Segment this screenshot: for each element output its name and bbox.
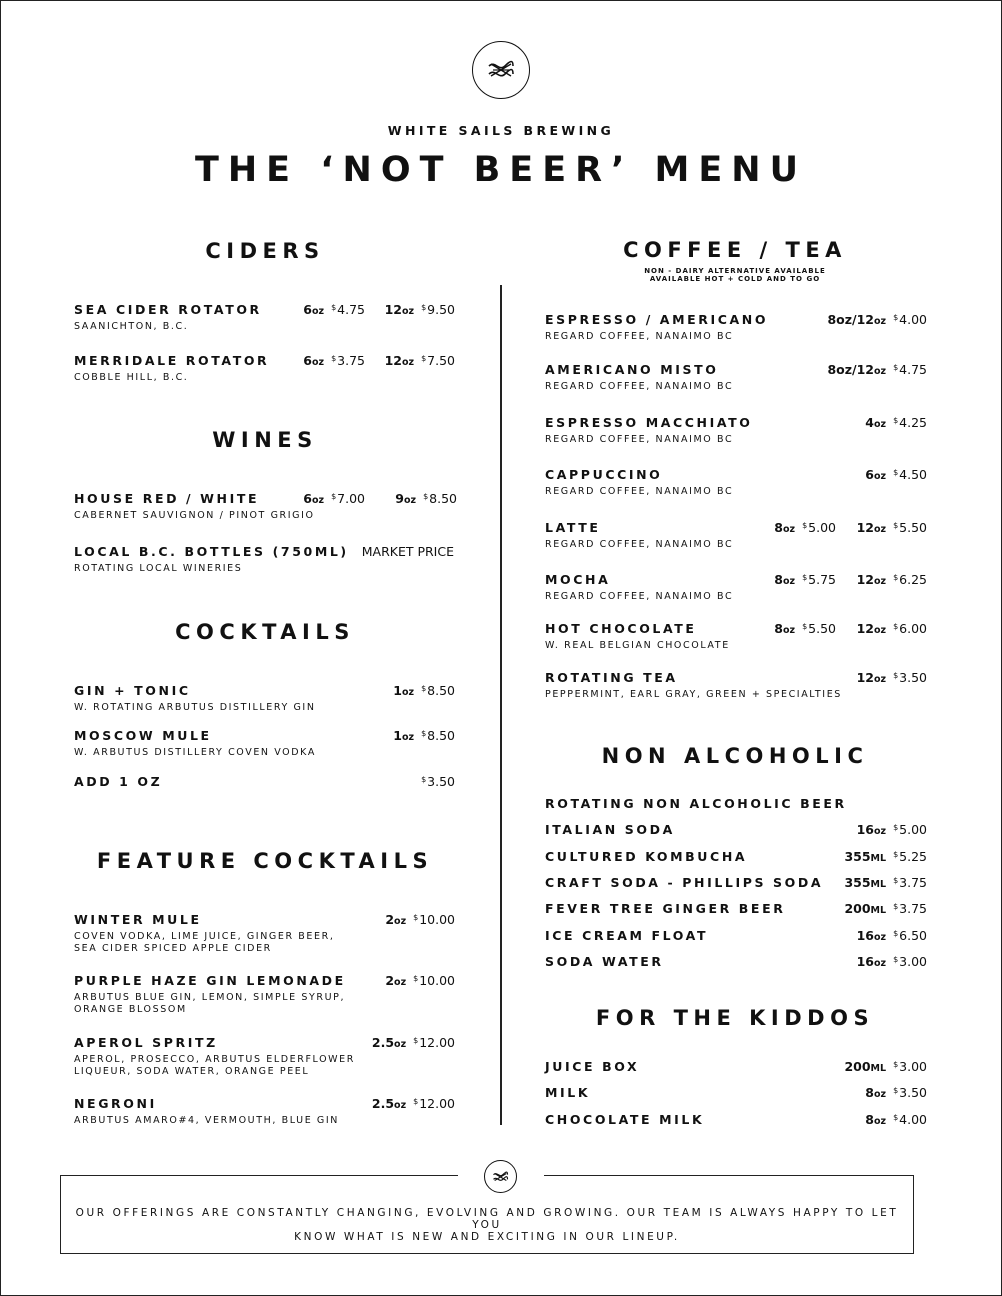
- section-title-kiddos: FOR THE KIDDOS: [595, 1006, 875, 1030]
- brand-logo: [472, 41, 530, 99]
- size-value: 9: [395, 491, 404, 506]
- item-price: [372, 1035, 455, 1050]
- currency-symbol: $: [893, 1060, 899, 1069]
- price-value: 3.50: [427, 774, 455, 789]
- size-unit: oz: [874, 366, 887, 377]
- currency-symbol: $: [331, 354, 337, 363]
- price-value: 7.50: [427, 353, 455, 368]
- footer-line-1: OUR OFFERINGS ARE CONSTANTLY CHANGING, EVOLVING AND GROWING. OUR TEAM IS ALWAYS HAPPY TO LET YOU: [75, 1207, 899, 1231]
- item-name: MOCHA: [545, 572, 611, 587]
- size-unit: oz: [874, 674, 887, 685]
- price-value: 4.75: [337, 302, 365, 317]
- item-price: [827, 312, 927, 327]
- currency-symbol: $: [802, 622, 808, 631]
- size-unit: oz: [874, 419, 887, 430]
- item-name: ITALIAN SODA: [545, 822, 675, 837]
- item-price: [857, 954, 927, 969]
- size-unit: oz: [874, 1116, 887, 1127]
- price-value: 3.50: [899, 1085, 927, 1100]
- price-value: 3.00: [899, 954, 927, 969]
- size-value: 16: [856, 822, 874, 837]
- column-divider: [500, 285, 502, 1125]
- item-description: REGARD COFFEE, NANAIMO BC: [545, 381, 734, 392]
- price-size: [857, 822, 886, 837]
- item-description: SAANICHTON, B.C.: [74, 321, 189, 332]
- currency-symbol: $: [893, 521, 899, 530]
- currency-symbol: $: [893, 573, 899, 582]
- section-title-non-alcoholic: NON ALCOHOLIC: [601, 744, 869, 768]
- size-value: 16: [856, 928, 874, 943]
- menu-title: THE ‘NOT BEER’ MENU: [194, 150, 808, 190]
- item-price: [844, 849, 927, 864]
- item-name: NEGRONI: [74, 1096, 157, 1111]
- item-name: HOUSE RED / WHITE: [74, 491, 260, 506]
- item-description: REGARD COFFEE, NANAIMO BC: [545, 331, 734, 342]
- price-large: [385, 302, 455, 317]
- price-size: [865, 1112, 886, 1127]
- item-name: CRAFT SODA - PHILLIPS SODA: [545, 875, 824, 890]
- section-title-cocktails: COCKTAILS: [175, 620, 355, 644]
- currency-symbol: $: [421, 684, 427, 693]
- size-unit: oz: [874, 932, 887, 943]
- currency-symbol: $: [802, 573, 808, 582]
- size-unit: oz: [874, 576, 887, 587]
- size-value: 1: [393, 728, 402, 743]
- item-description: REGARD COFFEE, NANAIMO BC: [545, 539, 734, 550]
- price-size: [372, 1096, 406, 1111]
- price-value: 4.75: [899, 362, 927, 377]
- price-small: [774, 572, 836, 587]
- price-large: [385, 353, 455, 368]
- currency-symbol: $: [331, 492, 337, 501]
- currency-symbol: $: [893, 1113, 899, 1122]
- size-unit: ML: [870, 1063, 887, 1074]
- currency-symbol: $: [802, 521, 808, 530]
- item-description: LIQUEUR, SODA WATER, ORANGE PEEL: [74, 1066, 310, 1077]
- item-name: APEROL SPRITZ: [74, 1035, 218, 1050]
- item-price: [844, 875, 927, 890]
- size-unit: oz: [874, 471, 887, 482]
- knot-icon: [487, 58, 515, 82]
- item-price: [385, 912, 455, 927]
- item-price: [857, 670, 927, 685]
- size-unit: oz: [402, 306, 415, 317]
- size-value: 200: [844, 1059, 871, 1074]
- item-name: LOCAL B.C. BOTTLES (750ML): [74, 544, 349, 559]
- price-value: 3.50: [899, 670, 927, 685]
- size-value: 8: [865, 1112, 874, 1127]
- item-name: ROTATING TEA: [545, 670, 678, 685]
- price-value: 4.25: [899, 415, 927, 430]
- footer-message: [60, 1207, 914, 1243]
- item-description: REGARD COFFEE, NANAIMO BC: [545, 591, 734, 602]
- size-value: 355: [844, 849, 871, 864]
- price-size: [844, 1059, 886, 1074]
- price-size: [774, 572, 795, 587]
- size-value: 6: [865, 467, 874, 482]
- currency-symbol: $: [893, 416, 899, 425]
- currency-symbol: $: [893, 363, 899, 372]
- size-value: 12: [856, 572, 874, 587]
- size-value: 12: [384, 353, 402, 368]
- size-value: 8: [865, 1085, 874, 1100]
- size-unit: oz: [394, 1100, 407, 1111]
- price-size: [827, 312, 886, 327]
- currency-symbol: $: [893, 622, 899, 631]
- size-value: 6: [303, 491, 312, 506]
- price-value: 6.25: [899, 572, 927, 587]
- price-size: [393, 728, 414, 743]
- price-size: [385, 912, 406, 927]
- size-value: 8: [774, 520, 783, 535]
- currency-symbol: $: [893, 929, 899, 938]
- size-value: 16: [856, 954, 874, 969]
- price-size: [774, 621, 795, 636]
- price-value: 4.00: [899, 1112, 927, 1127]
- size-value: 12: [856, 621, 874, 636]
- item-price: [393, 683, 455, 698]
- item-description: ARBUTUS BLUE GIN, LEMON, SIMPLE SYRUP,: [74, 992, 346, 1003]
- size-unit: oz: [874, 1089, 887, 1100]
- price-small: [303, 353, 365, 368]
- item-description: REGARD COFFEE, NANAIMO BC: [545, 434, 734, 445]
- item-name: PURPLE HAZE GIN LEMONADE: [74, 973, 346, 988]
- item-description: COVEN VODKA, LIME JUICE, GINGER BEER,: [74, 931, 335, 942]
- item-name: ESPRESSO / AMERICANO: [545, 312, 769, 327]
- size-value: 12: [856, 520, 874, 535]
- item-price: [857, 520, 927, 535]
- price-size: [865, 467, 886, 482]
- price-value: 10.00: [419, 912, 455, 927]
- currency-symbol: $: [893, 850, 899, 859]
- currency-symbol: $: [421, 775, 427, 784]
- item-name: ESPRESSO MACCHIATO: [545, 415, 753, 430]
- price-size: [857, 621, 886, 636]
- item-description: W. ARBUTUS DISTILLERY COVEN VODKA: [74, 747, 316, 758]
- price-value: 3.00: [899, 1059, 927, 1074]
- size-value: 6: [303, 302, 312, 317]
- knot-icon: [492, 1170, 509, 1184]
- size-value: 8: [774, 572, 783, 587]
- price-value: 8.50: [429, 491, 457, 506]
- price-value: 5.00: [808, 520, 836, 535]
- price-value: 3.75: [899, 875, 927, 890]
- size-value: 2.5: [371, 1035, 395, 1050]
- size-value: 12: [856, 670, 874, 685]
- size-value: 2: [385, 912, 395, 927]
- currency-symbol: $: [893, 671, 899, 680]
- price-value: 9.50: [427, 302, 455, 317]
- size-unit: oz: [783, 625, 796, 636]
- item-name: SODA WATER: [545, 954, 664, 969]
- item-name: AMERICANO MISTO: [545, 362, 719, 377]
- price-size: [827, 362, 886, 377]
- currency-symbol: $: [413, 974, 419, 983]
- currency-symbol: $: [893, 955, 899, 964]
- currency-symbol: $: [331, 303, 337, 312]
- currency-symbol: $: [413, 913, 419, 922]
- item-description: PEPPERMINT, EARL GRAY, GREEN + SPECIALTIES: [545, 689, 842, 700]
- price-value: 6.50: [899, 928, 927, 943]
- price-size: [857, 954, 886, 969]
- item-description: W. ROTATING ARBUTUS DISTILLERY GIN: [74, 702, 316, 713]
- currency-symbol: $: [893, 876, 899, 885]
- size-value: 4: [865, 415, 874, 430]
- price-size: [857, 928, 886, 943]
- price-value: 5.25: [899, 849, 927, 864]
- price-small: [774, 520, 836, 535]
- price-size: [857, 670, 886, 685]
- size-value: 2: [385, 973, 395, 988]
- footer-line-2: KNOW WHAT IS NEW AND EXCITING IN OUR LINEUP.: [294, 1231, 680, 1243]
- size-unit: oz: [394, 977, 407, 988]
- price-small: [303, 491, 365, 506]
- price-size: [385, 353, 414, 368]
- size-unit: oz: [394, 1039, 407, 1050]
- item-price: [844, 901, 927, 916]
- size-value: 355: [844, 875, 871, 890]
- coffee-note-dairy: NON - DAIRY ALTERNATIVE AVAILABLE: [644, 267, 826, 275]
- size-value: 6: [303, 353, 312, 368]
- size-value: 8oz/12: [827, 362, 874, 377]
- size-unit: oz: [402, 687, 415, 698]
- item-name: MERRIDALE ROTATOR: [74, 353, 270, 368]
- coffee-note-availability: AVAILABLE HOT + COLD AND TO GO: [649, 275, 821, 283]
- item-name: CHOCOLATE MILK: [545, 1112, 705, 1127]
- footer-logo: [484, 1160, 517, 1193]
- item-name: ADD 1 OZ: [74, 774, 163, 789]
- price-value: 12.00: [419, 1096, 455, 1111]
- size-unit: oz: [404, 495, 417, 506]
- size-unit: ML: [870, 905, 887, 916]
- price-value: 8.50: [427, 683, 455, 698]
- price-value: 4.00: [899, 312, 927, 327]
- item-description: APEROL, PROSECCO, ARBUTUS ELDERFLOWER: [74, 1054, 355, 1065]
- section-title-feature-cocktails: FEATURE COCKTAILS: [96, 849, 434, 873]
- size-unit: oz: [874, 316, 887, 327]
- item-name: HOT CHOCOLATE: [545, 621, 697, 636]
- currency-symbol: $: [413, 1097, 419, 1106]
- price-size: [844, 875, 886, 890]
- currency-symbol: $: [421, 303, 427, 312]
- item-name: JUICE BOX: [545, 1059, 640, 1074]
- item-description: ROTATING LOCAL WINERIES: [74, 563, 243, 574]
- currency-symbol: $: [423, 492, 429, 501]
- currency-symbol: $: [893, 313, 899, 322]
- currency-symbol: $: [893, 823, 899, 832]
- size-value: 1: [393, 683, 402, 698]
- item-price: [827, 362, 927, 377]
- market-price: MARKET PRICE: [361, 544, 454, 559]
- size-unit: oz: [874, 625, 887, 636]
- item-name: WINTER MULE: [74, 912, 202, 927]
- size-unit: oz: [312, 306, 325, 317]
- item-price: [857, 621, 927, 636]
- item-name: MOSCOW MULE: [74, 728, 212, 743]
- item-price: [857, 822, 927, 837]
- price-value: 6.00: [899, 621, 927, 636]
- section-title-wines: WINES: [212, 428, 318, 452]
- price-value: 5.50: [808, 621, 836, 636]
- currency-symbol: $: [413, 1036, 419, 1045]
- item-name: FEVER TREE GINGER BEER: [545, 901, 786, 916]
- item-description: REGARD COFFEE, NANAIMO BC: [545, 486, 734, 497]
- item-name: ROTATING NON ALCOHOLIC BEER: [545, 796, 847, 811]
- price-size: [303, 491, 324, 506]
- size-value: 2.5: [371, 1096, 395, 1111]
- size-unit: oz: [402, 732, 415, 743]
- item-price: [865, 415, 927, 430]
- item-description: COBBLE HILL, B.C.: [74, 372, 189, 383]
- price-value: 12.00: [419, 1035, 455, 1050]
- size-unit: oz: [312, 357, 325, 368]
- currency-symbol: $: [893, 468, 899, 477]
- item-price: [385, 973, 455, 988]
- price-size: [303, 302, 324, 317]
- size-value: 8oz/12: [827, 312, 874, 327]
- price-small: [774, 621, 836, 636]
- item-name: GIN + TONIC: [74, 683, 191, 698]
- item-name: CAPPUCCINO: [545, 467, 663, 482]
- item-price: [372, 1096, 455, 1111]
- currency-symbol: $: [893, 1086, 899, 1095]
- price-large: [395, 491, 457, 506]
- size-unit: oz: [783, 576, 796, 587]
- price-value: 4.50: [899, 467, 927, 482]
- size-unit: ML: [870, 879, 887, 890]
- size-value: 8: [774, 621, 783, 636]
- item-name: LATTE: [545, 520, 601, 535]
- item-price: [865, 1085, 927, 1100]
- price-size: [385, 973, 406, 988]
- size-value: 200: [844, 901, 871, 916]
- size-unit: oz: [402, 357, 415, 368]
- price-value: 5.00: [899, 822, 927, 837]
- size-unit: oz: [312, 495, 325, 506]
- price-value: 8.50: [427, 728, 455, 743]
- item-description: W. REAL BELGIAN CHOCOLATE: [545, 640, 730, 651]
- section-title-coffee-tea: COFFEE / TEA: [623, 238, 847, 262]
- size-unit: oz: [783, 524, 796, 535]
- item-price: [865, 1112, 927, 1127]
- price-size: [303, 353, 324, 368]
- price-size: [385, 302, 414, 317]
- currency-symbol: $: [421, 354, 427, 363]
- price-value: 10.00: [419, 973, 455, 988]
- price-value: 3.75: [337, 353, 365, 368]
- size-unit: oz: [394, 916, 407, 927]
- price-size: [774, 520, 795, 535]
- price-small: [303, 302, 365, 317]
- price-value: 5.75: [808, 572, 836, 587]
- size-unit: oz: [874, 958, 887, 969]
- item-price: [857, 572, 927, 587]
- price-size: [857, 572, 886, 587]
- item-price: [421, 774, 455, 789]
- price-size: [844, 901, 886, 916]
- currency-symbol: $: [421, 729, 427, 738]
- item-description: CABERNET SAUVIGNON / PINOT GRIGIO: [74, 510, 315, 521]
- item-name: CULTURED KOMBUCHA: [545, 849, 748, 864]
- item-price: [393, 728, 455, 743]
- item-price: [844, 1059, 927, 1074]
- price-size: [857, 520, 886, 535]
- size-value: 12: [384, 302, 402, 317]
- price-size: [372, 1035, 406, 1050]
- price-size: [865, 415, 886, 430]
- price-size: [865, 1085, 886, 1100]
- price-value: 5.50: [899, 520, 927, 535]
- size-unit: oz: [874, 524, 887, 535]
- item-price: [865, 467, 927, 482]
- item-price: [857, 928, 927, 943]
- size-unit: ML: [870, 853, 887, 864]
- item-description: ORANGE BLOSSOM: [74, 1004, 187, 1015]
- item-description: ARBUTUS AMARO#4, VERMOUTH, BLUE GIN: [74, 1115, 339, 1126]
- item-name: ICE CREAM FLOAT: [545, 928, 709, 943]
- item-name: MILK: [545, 1085, 591, 1100]
- price-value: 3.75: [899, 901, 927, 916]
- price-value: 7.00: [337, 491, 365, 506]
- size-unit: oz: [874, 826, 887, 837]
- item-name: SEA CIDER ROTATOR: [74, 302, 262, 317]
- price-size: [393, 683, 414, 698]
- currency-symbol: $: [893, 902, 899, 911]
- item-description: SEA CIDER SPICED APPLE CIDER: [74, 943, 272, 954]
- price-size: [844, 849, 886, 864]
- price-size: [395, 491, 416, 506]
- section-title-ciders: CIDERS: [205, 239, 325, 263]
- brand-name: WHITE SAILS BREWING: [387, 123, 615, 138]
